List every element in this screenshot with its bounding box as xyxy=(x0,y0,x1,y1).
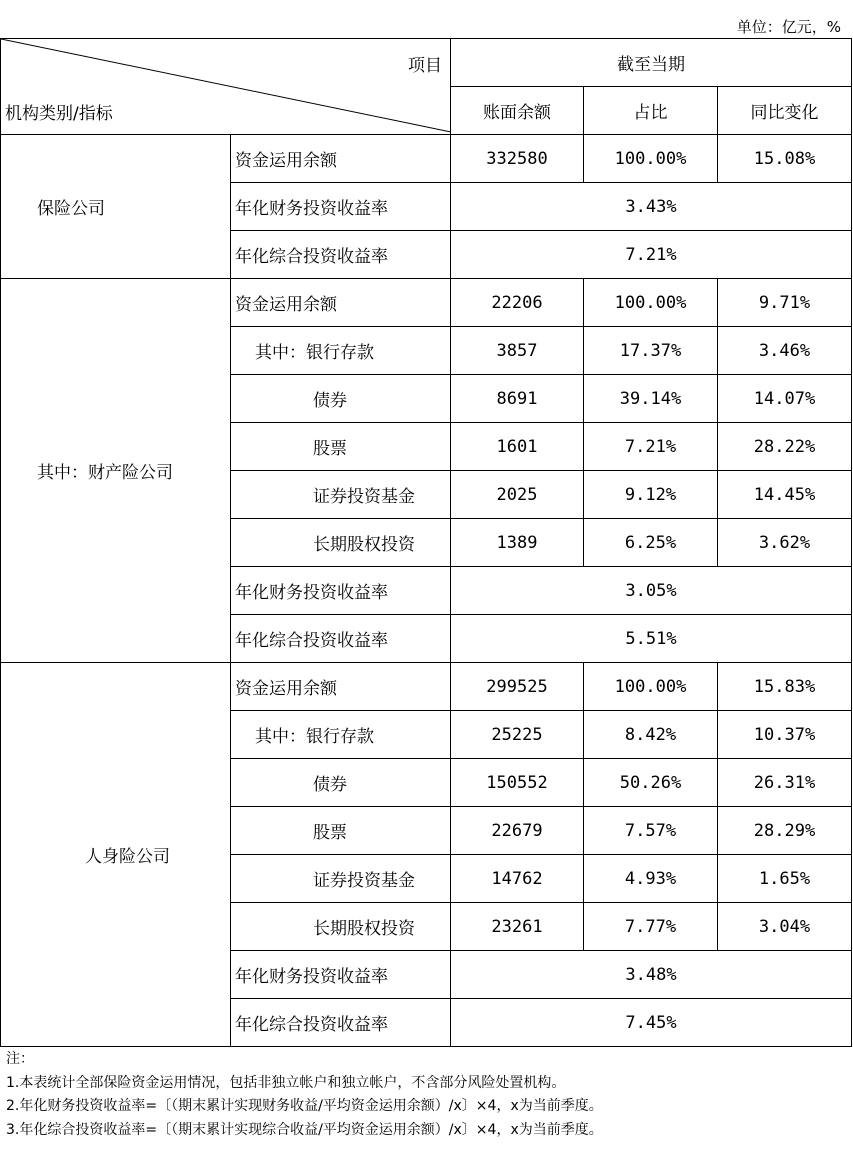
category-insurance: 保险公司 xyxy=(1,135,231,279)
balance-value: 8691 xyxy=(451,375,584,423)
rate-value: 7.45% xyxy=(451,999,852,1047)
yoy-value: 15.83% xyxy=(718,663,852,711)
balance-value: 299525 xyxy=(451,663,584,711)
share-value: 100.00% xyxy=(584,663,718,711)
indicator-label: 年化综合投资收益率 xyxy=(231,231,451,279)
notes-section xyxy=(6,1048,603,1142)
category-life: 人身险公司 xyxy=(1,663,231,1047)
share-value: 9.12% xyxy=(584,471,718,519)
balance-value: 2025 xyxy=(451,471,584,519)
balance-value: 1389 xyxy=(451,519,584,567)
note-3: 3.年化综合投资收益率=〔（期末累计实现综合收益/平均资金运用余额）/x〕×4，x为当前季度。 xyxy=(6,1121,603,1138)
rate-value: 5.51% xyxy=(451,615,852,663)
indicator-label: 债券 xyxy=(231,759,451,807)
yoy-header: 同比变化 xyxy=(718,87,852,135)
yoy-value: 14.07% xyxy=(718,375,852,423)
yoy-value: 3.62% xyxy=(718,519,852,567)
indicator-label: 年化财务投资收益率 xyxy=(231,567,451,615)
balance-value: 1601 xyxy=(451,423,584,471)
balance-header: 账面余额 xyxy=(451,87,584,135)
indicator-label: 债券 xyxy=(231,375,451,423)
yoy-value: 15.08% xyxy=(718,135,852,183)
indicator-label: 长期股权投资 xyxy=(231,519,451,567)
yoy-value: 28.29% xyxy=(718,807,852,855)
yoy-value: 3.04% xyxy=(718,903,852,951)
note-1: 1.本表统计全部保险资金运用情况，包括非独立帐户和独立帐户，不含部分风险处置机构。 xyxy=(6,1074,566,1091)
share-value: 7.77% xyxy=(584,903,718,951)
indicator-label: 其中：银行存款 xyxy=(231,711,451,759)
investment-table xyxy=(0,38,852,1047)
indicator-label: 证券投资基金 xyxy=(231,855,451,903)
balance-value: 22206 xyxy=(451,279,584,327)
diagonal-header-cell xyxy=(1,39,451,135)
share-value: 100.00% xyxy=(584,279,718,327)
share-value: 100.00% xyxy=(584,135,718,183)
rate-value: 3.48% xyxy=(451,951,852,999)
share-value: 7.57% xyxy=(584,807,718,855)
balance-value: 150552 xyxy=(451,759,584,807)
indicator-label: 股票 xyxy=(231,423,451,471)
yoy-value: 9.71% xyxy=(718,279,852,327)
indicator-label: 年化综合投资收益率 xyxy=(231,615,451,663)
share-value: 6.25% xyxy=(584,519,718,567)
indicator-label: 资金运用余额 xyxy=(231,663,451,711)
share-value: 50.26% xyxy=(584,759,718,807)
rate-value: 3.43% xyxy=(451,183,852,231)
yoy-value: 1.65% xyxy=(718,855,852,903)
share-header: 占比 xyxy=(584,87,718,135)
balance-value: 14762 xyxy=(451,855,584,903)
share-value: 8.42% xyxy=(584,711,718,759)
share-value: 17.37% xyxy=(584,327,718,375)
indicator-label: 长期股权投资 xyxy=(231,903,451,951)
item-header: 项目 xyxy=(408,56,442,76)
indicator-label: 年化财务投资收益率 xyxy=(231,951,451,999)
table-row xyxy=(1,135,852,183)
indicator-label: 年化财务投资收益率 xyxy=(231,183,451,231)
yoy-value: 14.45% xyxy=(718,471,852,519)
balance-value: 22679 xyxy=(451,807,584,855)
yoy-value: 26.31% xyxy=(718,759,852,807)
balance-value: 25225 xyxy=(451,711,584,759)
yoy-value: 3.46% xyxy=(718,327,852,375)
unit-label: 单位：亿元，% xyxy=(736,18,841,36)
balance-value: 3857 xyxy=(451,327,584,375)
category-header: 机构类别/指标 xyxy=(5,104,113,124)
header-row-1 xyxy=(1,39,852,87)
indicator-label: 证券投资基金 xyxy=(231,471,451,519)
rate-value: 3.05% xyxy=(451,567,852,615)
indicator-label: 资金运用余额 xyxy=(231,135,451,183)
period-header: 截至当期 xyxy=(451,39,852,87)
yoy-value: 10.37% xyxy=(718,711,852,759)
share-value: 7.21% xyxy=(584,423,718,471)
category-property: 其中：财产险公司 xyxy=(1,279,231,663)
table-row xyxy=(1,279,852,327)
balance-value: 23261 xyxy=(451,903,584,951)
table-row xyxy=(1,663,852,711)
indicator-label: 股票 xyxy=(231,807,451,855)
note-2: 2.年化财务投资收益率=〔（期末累计实现财务收益/平均资金运用余额）/x〕×4，x为当前季度。 xyxy=(6,1098,603,1114)
share-value: 4.93% xyxy=(584,855,718,903)
notes-title: 注： xyxy=(6,1051,34,1067)
indicator-label: 年化综合投资收益率 xyxy=(231,999,451,1047)
yoy-value: 28.22% xyxy=(718,423,852,471)
indicator-label: 其中：银行存款 xyxy=(231,327,451,375)
indicator-label: 资金运用余额 xyxy=(231,279,451,327)
rate-value: 7.21% xyxy=(451,231,852,279)
balance-value: 332580 xyxy=(451,135,584,183)
share-value: 39.14% xyxy=(584,375,718,423)
